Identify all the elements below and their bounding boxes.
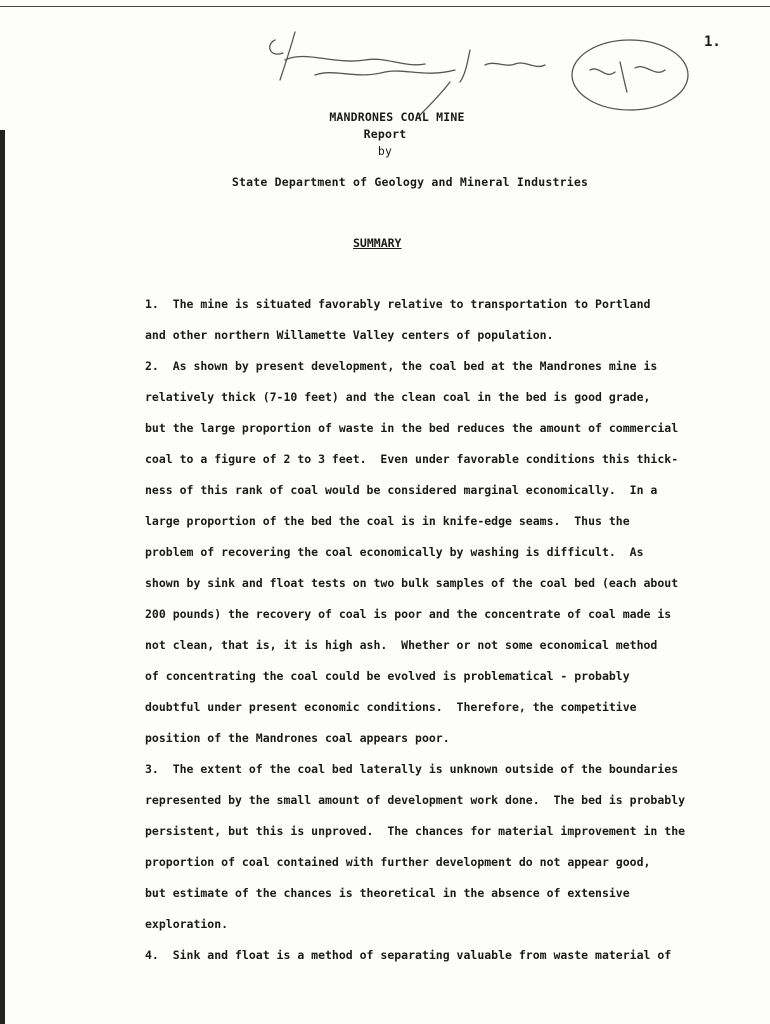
text-line: coal to a figure of 2 to 3 feet. Even under favorable conditions this thick- [145, 452, 679, 466]
summary-body [145, 293, 745, 975]
text-line: and other northern Willamette Valley centers of population. [145, 328, 554, 342]
text-line: problem of recovering the coal economically by washing is difficult. As [145, 545, 644, 559]
left-scan-edge [0, 130, 5, 1024]
report-organization: State Department of Geology and Mineral Industries [231, 175, 589, 189]
text-line: proportion of coal contained with further development do not appear good, [145, 855, 651, 869]
summary-heading: SUMMARY [353, 236, 402, 250]
text-line: not clean, that is, it is high ash. Whether or not some economical method [145, 638, 658, 652]
text-line: 3. The extent of the coal bed laterally is unknown outside of the boundaries [145, 762, 679, 776]
report-title: MANDRONES COAL MINE [329, 110, 465, 124]
text-line: ness of this rank of coal would be considered marginal economically. In a [145, 483, 658, 497]
text-line: relatively thick (7-10 feet) and the clean coal in the bed is good grade, [145, 390, 651, 404]
text-line: but estimate of the chances is theoretical in the absence of extensive [145, 886, 630, 900]
text-line: exploration. [145, 917, 229, 931]
text-line: 200 pounds) the recovery of coal is poor and the concentrate of coal made is [145, 607, 672, 621]
text-line: doubtful under present economic conditions. Therefore, the competitive [145, 700, 637, 714]
text-line: represented by the small amount of development work done. The bed is probably [145, 793, 686, 807]
report-label: Report [363, 127, 407, 141]
text-line: persistent, but this is unproved. The chances for material improvement in the [145, 824, 686, 838]
text-line: but the large proportion of waste in the bed reduces the amount of commercial [145, 421, 679, 435]
text-line: of concentrating the coal could be evolved is problematical - probably [145, 669, 630, 683]
page-number: 1. [704, 34, 721, 50]
text-line: 1. The mine is situated favorably relative to transportation to Portland [145, 297, 651, 311]
top-edge-rule [0, 6, 770, 7]
text-line: 4. Sink and float is a method of separating valuable from waste material of [145, 948, 672, 962]
text-line: shown by sink and float tests on two bulk samples of the coal bed (each about [145, 576, 679, 590]
text-line: 2. As shown by present development, the coal bed at the Mandrones mine is [145, 359, 658, 373]
text-line: position of the Mandrones coal appears poor. [145, 731, 450, 745]
report-by: by [377, 144, 393, 158]
text-line: large proportion of the bed the coal is in knife-edge seams. Thus the [145, 514, 630, 528]
